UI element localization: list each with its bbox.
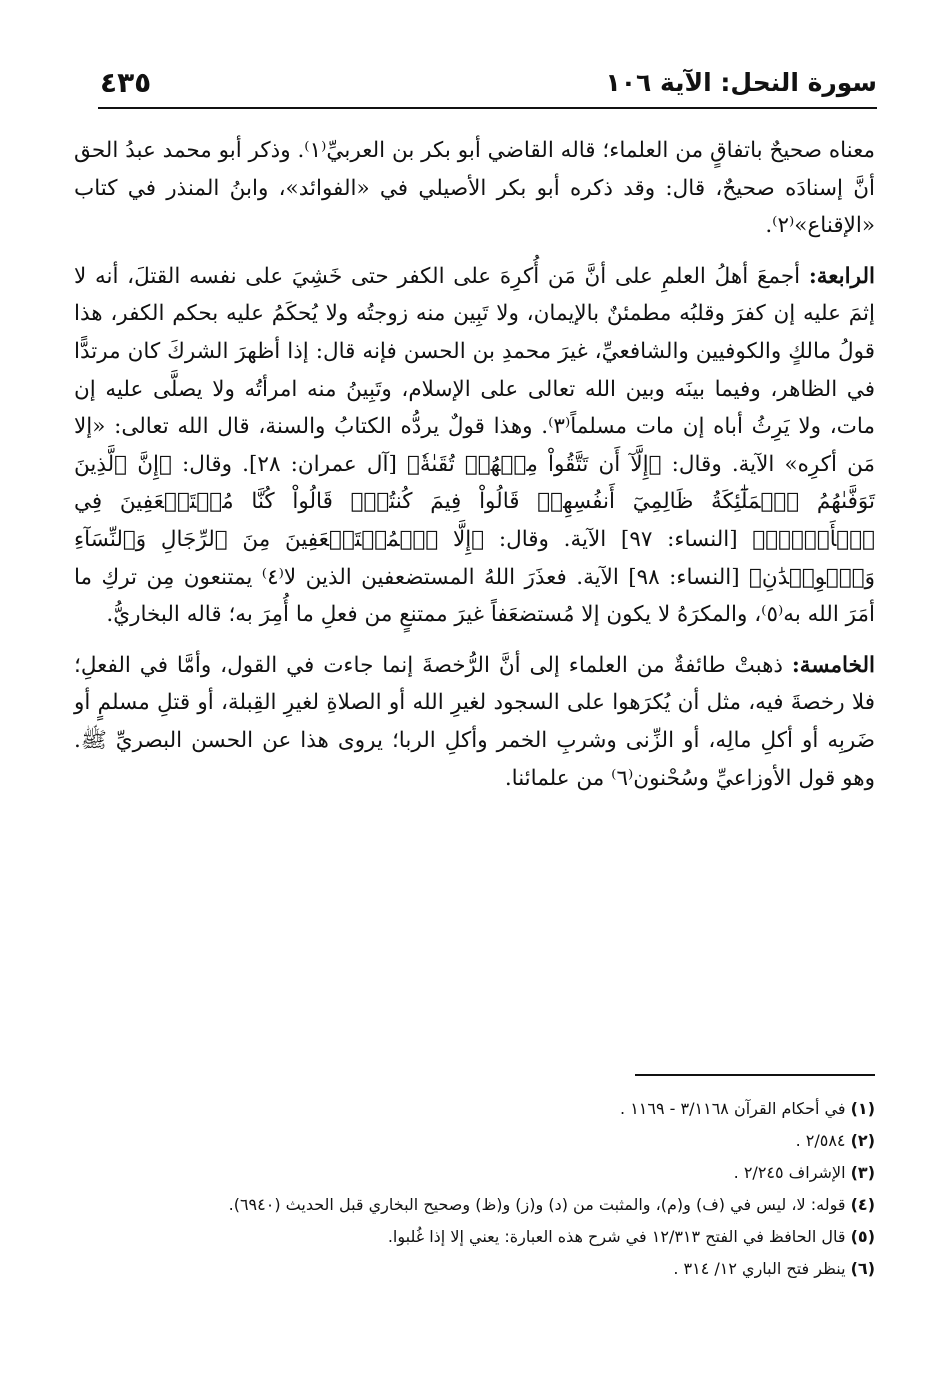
paragraph-lead: الخامسة: (791, 652, 875, 678)
footnote-text: قوله: لا، ليس في (ف) و(م)، والمثبت من (د) و(ز) و(ظ) وصحيح البخاري قبل الحديث (٦٩٤٠). (228, 1195, 851, 1214)
footnote-number: (٢) (850, 1131, 875, 1150)
footnote-text: ٢/٥٨٤ . (795, 1131, 851, 1150)
main-text (74, 132, 875, 797)
paragraph-text: ذهبتْ طائفةٌ من العلماء إلى أنَّ الرُّخصةَ إنما جاءت في القول، وأمَّا في الفعلِ؛ فلا رخصةَ فيه، مثل أن يُكرَهوا على السجود لغيرِ الله أو الصلاةِ لغيرِ القِبلة، أو قتلِ مسلمٍ أو ضَربِه أو أكلِ مالِه، أو الزِّنى وشربِ الخمر وأكلِ الربا؛ يروى هذا عن الحسن البصريِّ ﷺ. وهو قول الأوزاعيِّ وسُحْنون⁽٦⁾ من علمائنا. (74, 652, 875, 791)
footnote (74, 1093, 875, 1125)
paragraph (74, 647, 875, 797)
paragraph-lead: الرابعة: (808, 263, 875, 289)
paragraph (74, 132, 875, 245)
footnote-text: في أحكام القرآن ٣/١١٦٨ - ١١٦٩ . (620, 1099, 851, 1118)
surah-title: سورة النحل: الآية ١٠٦ (605, 68, 877, 97)
page-number: ٤٣٥ (100, 66, 152, 99)
paragraph (74, 258, 875, 634)
footnote (74, 1157, 875, 1189)
paragraph-text: أجمعَ أهلُ العلمِ على أنَّ مَن أُكرِهَ على الكفر حتى خَشِيَ على نفسه القتلَ، أنه لا إثمَ عليه إن كفرَ وقلبُه مطمئنٌ بالإيمان، ولا تَبِين منه زوجتُه ولا يُحكَمُ عليه بحكم الكفر، هذا قولُ مالكٍ والكوفيين والشافعيِّ، غيرَ محمدِ بن الحسن فإنه قال: إذا أظهرَ الشركَ كان مرتدًّا في الظاهر، وفيما بينَه وبين الله تعالى على الإسلام، وتَبِينُ منه امرأتُه ولا يصلَّى عليه إن مات، ولا يَرِثُ أباه إن مات مسلماً⁽٣⁾. وهذا قولٌ يردُّه الكتابُ والسنة، قال الله تعالى: «إلا مَن أكرِه» الآية. وقال: ﴿إِلَّآ أَن تَتَّقُواْ مِنۡهُمۡ تُقَىٰةٗ﴾ [آل عمران: ٢٨]. وقال: ﴿إِنَّ ٱلَّذِينَ تَوَفَّىٰهُمُ ٱلۡمَلَٰٓئِكَةُ ظَالِمِيٓ أَنفُسِهِمۡ قَالُواْ فِيمَ كُنتُمۡۖ قَالُواْ كُنَّا مُسۡتَضۡعَفِينَ فِي ٱلۡأَرۡضِۚ﴾ [النساء: ٩٧] الآية. وقال: ﴿إِلَّا ٱلۡمُسۡتَضۡعَفِينَ مِنَ ٱلرِّجَالِ وَٱلنِّسَآءِ وَٱلۡوِلۡدَٰنِ﴾ [النساء: ٩٨] الآية. فعذَرَ اللهُ المستضعفين الذين لا⁽٤⁾ يمتنعون مِن تركِ ما أمَرَ الله به⁽٥⁾، والمكرَهُ لا يكون إلا مُستضعَفاً غيرَ ممتنعٍ من فعلِ ما أُمِرَ به؛ قاله البخاريُّ. (74, 263, 876, 628)
footnote-number: (٦) (850, 1259, 875, 1278)
header-divider (98, 107, 877, 109)
footnote-number: (٥) (850, 1227, 875, 1246)
footnote-number: (١) (850, 1099, 875, 1118)
footnote-text: ينظر فتح الباري ١٢/ ٣١٤ . (673, 1259, 851, 1278)
footnote-number: (٣) (850, 1163, 875, 1182)
footnote (74, 1189, 875, 1221)
footnote (74, 1221, 875, 1253)
footnote-number: (٤) (850, 1195, 875, 1214)
footnotes (74, 1093, 875, 1285)
footnote-text: قال الحافظ في الفتح ١٢/٣١٣ في شرح هذه العبارة: يعني إلا إذا غُلبوا. (387, 1227, 851, 1246)
footnote-separator (635, 1074, 875, 1076)
paragraph-text: معناه صحيحٌ باتفاقٍ من العلماء؛ قاله القاضي أبو بكر بن العربيِّ⁽١⁾. وذكر أبو محمد عبدُ الحق أنَّ إسنادَه صحيحٌ، قال: وقد ذكره أبو بكر الأصيلي في «الفوائد»، وابنُ المنذر في كتاب «الإقناع»⁽٢⁾. (74, 138, 876, 239)
footnote (74, 1253, 875, 1285)
footnote (74, 1125, 875, 1157)
running-header (98, 62, 877, 106)
footnote-text: الإشراف ٢/٢٤٥ . (733, 1163, 851, 1182)
